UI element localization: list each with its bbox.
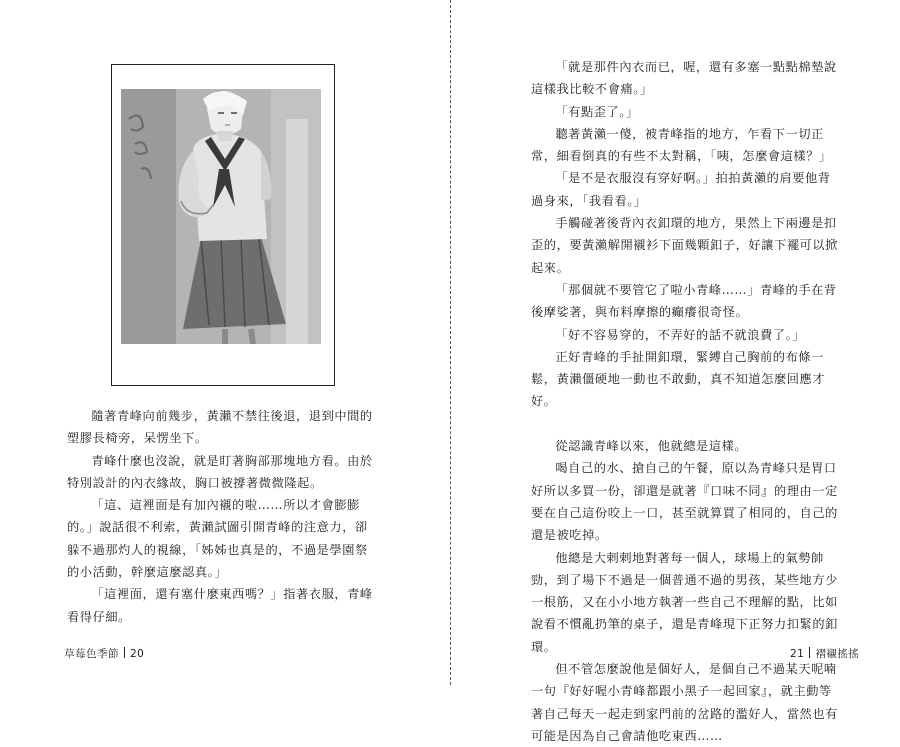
left-body-text [67, 405, 375, 628]
paragraph: 手觸碰著後背內衣釦環的地方，果然上下兩邊是扣歪的，要黃瀨解開襯衫下面幾顆釦子，好讓下襬可以掀起來。 [531, 216, 838, 275]
paragraph: 「就是那件內衣而已，喔，還有多塞一點點棉墊說這樣我比較不會痛。」 [531, 60, 837, 97]
paragraph: 「那個就不要管它了啦小青峰……」青峰的手在背後摩娑著，與布料摩擦的癲癢很奇怪。 [531, 282, 837, 320]
paragraph: 「是不是衣服沒有穿好啊。」拍拍黃瀨的肩要他背過身來，「我看看。」 [531, 171, 831, 208]
book-title: 草莓色季節 [64, 648, 119, 660]
left-page [0, 0, 450, 685]
illustration-frame [111, 64, 335, 386]
paragraph: 青峰什麼也沒說，就是盯著胸部那塊地方看。由於特別設計的內衣緣故，胸口被撐著微微隆起。 [67, 453, 373, 490]
paragraph: 正好青峰的手扯開釦環，緊縛自己胸前的布條一鬆，黃瀨僵硬地一動也不敢動，真不知道怎麼回應才好。 [531, 349, 826, 409]
illustration-drawing [121, 89, 321, 344]
paragraph: 從認識青峰以來，他就總是這樣。 [555, 439, 748, 454]
right-page [452, 0, 900, 743]
page-number: 21 [790, 648, 805, 660]
footer-divider [809, 647, 810, 658]
paragraph: 喝自己的水、搶自己的午餐，原以為青峰只是胃口好所以多買一份，卻還是就著『口味不同』的理由一定要在自己這份咬上一口，甚至就算買了相同的，自己的還是被吃掉。 [531, 461, 838, 543]
footer-divider [124, 647, 125, 658]
paragraph: 隨著青峰向前幾步，黃瀨不禁往後退，退到中間的塑膠長椅旁，呆愣坐下。 [67, 409, 373, 446]
page-number: 20 [130, 648, 145, 660]
paragraph: 但不管怎麼說他是個好人，是個自己不過某天呢喃一句『好好喔小青峰都跟小黑子一起回家』，就主動等著自己每天一起走到家門前的岔路的濫好人，當然也有可能是因為自己會請他吃東西…… [531, 662, 838, 743]
paragraph: 他總是大剌剌地對著每一個人，球場上的氣勢帥勁，到了場下不過是一個普通不過的男孩，某些地方少一根筋，又在小小地方執著一些自己不理解的點，比如說看不慣亂扔筆的桌子，還是青峰現下正努力扣緊的釦環。 [531, 550, 838, 654]
right-body-text [531, 56, 841, 747]
page-gutter-divider [450, 0, 451, 685]
paragraph: 「有點歪了。」 [555, 104, 639, 119]
paragraph: 聽著黃瀨一傻，被青峰指的地方，乍看下一切正常，細看倒真的有些不太對稱，「咦，怎麼會這樣？」 [531, 126, 832, 164]
paragraph: 「這、這裡面是有加內襯的啦……所以才會膨膨的。」說話很不利索，黃瀨試圖引開青峰的注意力，卻躲不過那灼人的視線，「姊姊也真是的，不過是學園祭的小活動，幹麼這麼認真。」 [67, 498, 368, 580]
book-title: 褶襯搖搖 [815, 648, 860, 660]
paragraph: 「好不容易穿的，不弄好的話不就浪費了。」 [555, 327, 806, 342]
character-illustration [121, 89, 321, 344]
left-page-footer [64, 646, 144, 661]
right-page-footer [790, 646, 859, 661]
paragraph: 「這裡面，還有塞什麼東西嗎？」指著衣服，青峰看得仔細。 [67, 587, 373, 624]
